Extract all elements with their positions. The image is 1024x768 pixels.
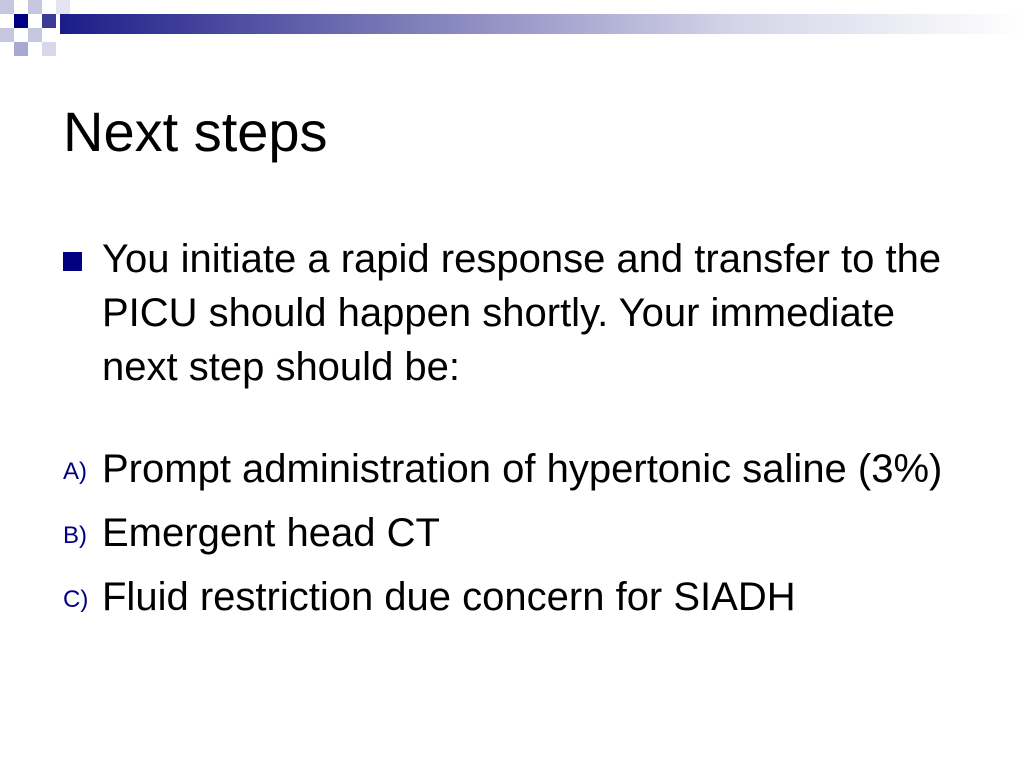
bullet-item — [63, 232, 963, 394]
option-a — [63, 442, 983, 497]
option-c — [63, 570, 983, 625]
square-light-2 — [0, 28, 14, 42]
option-b — [63, 506, 983, 561]
bullet-text: You initiate a rapid response and transfer to the PICU should happen shortly. Your immediate next step should be: — [102, 237, 942, 389]
square-dark-2 — [42, 14, 56, 28]
square-light-4 — [28, 28, 42, 42]
square-bullet-icon — [63, 252, 82, 271]
answer-options — [63, 442, 983, 634]
decorative-header-band — [0, 0, 1024, 62]
square-light-1 — [0, 0, 14, 14]
gradient-bar — [60, 14, 1024, 34]
option-text: Emergent head CT — [102, 511, 440, 555]
square-dark-1 — [14, 14, 28, 28]
option-letter: B) — [63, 522, 87, 549]
slide-title: Next steps — [63, 100, 328, 163]
option-letter: C) — [63, 586, 89, 613]
option-text: Prompt administration of hypertonic saline (3%) — [102, 447, 943, 491]
option-text: Fluid restriction due concern for SIADH — [102, 575, 796, 619]
square-light-5 — [14, 42, 28, 56]
square-light-6 — [42, 42, 56, 56]
option-letter: A) — [63, 458, 87, 485]
square-light-7 — [56, 0, 70, 14]
square-light-3 — [28, 0, 42, 14]
